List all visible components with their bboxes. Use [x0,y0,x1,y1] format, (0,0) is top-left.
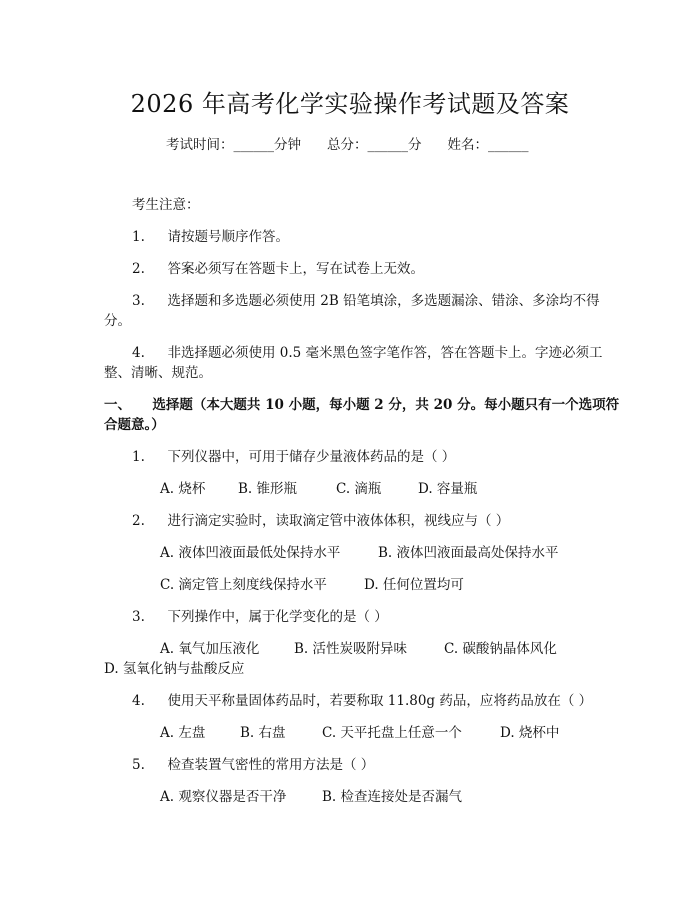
section-heading [104,393,619,413]
question-stem [132,605,388,625]
question-num: 3. [132,609,145,625]
question-stem [132,753,374,773]
section-title-cont: 合题意。） [104,417,165,433]
question-option: D. 烧杯中 [500,725,560,741]
question-stem [132,509,509,529]
question-option: B. 检查连接处是否漏气 [322,789,463,805]
notice-num: 4. [132,345,145,361]
question-option: B. 右盘 [240,725,286,741]
question-option: D. 氢氧化钠与盐酸反应 [104,661,245,677]
question-text: 进行滴定实验时，读取滴定管中液体体积，视线应与（ ） [167,513,510,529]
question-num: 4. [132,693,145,709]
notice-num: 1. [132,229,145,245]
name-blank: ______ [488,137,529,153]
question-option: A. 氧气加压液化 [160,641,260,657]
notice-heading: 考生注意： [132,197,200,213]
page-title: 2026 年高考化学实验操作考试题及答案 [130,90,570,118]
question-option: A. 烧杯 [160,481,206,497]
question-option: B. 活性炭吸附异味 [294,641,408,657]
question-text: 使用天平称量固体药品时，若要称取 11.80g 药品，应将药品放在（ ） [167,693,593,709]
question-text: 下列仪器中，可用于储存少量液体药品的是（ ） [167,449,456,465]
section-num: 一、 [104,397,131,413]
exam-meta [166,133,529,153]
question-stem [132,445,455,465]
question-option: C. 碳酸钠晶体风化 [444,641,557,657]
notice-item [132,289,600,309]
question-text: 下列操作中，属于化学变化的是（ ） [167,609,388,625]
question-option: C. 天平托盘上任意一个 [322,725,462,741]
score-blank: ______ [367,137,408,153]
question-option: A. 液体凹液面最低处保持水平 [160,545,341,561]
notice-text: 选择题和多选题必须使用 2B 铅笔填涂，多选题漏涂、错涂、多涂均不得 [167,293,600,309]
notice-num: 2. [132,261,145,277]
question-option: D. 容量瓶 [418,481,478,497]
notice-text: 请按题号顺序作答。 [167,229,289,245]
time-blank: ______ [233,137,274,153]
question-stem [132,689,592,709]
notice-text-cont: 整、清晰、规范。 [104,365,212,381]
question-text: 检查装置气密性的常用方法是（ ） [167,757,375,773]
notice-item [132,225,289,245]
section-title: 选择题（本大题共 10 小题，每小题 2 分，共 20 分。每小题只有一个选项符 [152,397,620,413]
time-unit: 分钟 [274,137,301,153]
notice-num: 3. [132,293,145,309]
score-unit: 分 [408,137,422,153]
notice-text: 非选择题必须使用 0.5 毫米黑色签字笔作答，答在答题卡上。字迹必须工 [167,345,603,361]
question-num: 2. [132,513,145,529]
time-label: 考试时间： [166,137,234,153]
question-num: 1. [132,449,145,465]
question-option: B. 液体凹液面最高处保持水平 [378,545,559,561]
score-label: 总分： [327,137,368,153]
question-option: C. 滴瓶 [336,481,382,497]
notice-text-cont: 分。 [104,313,131,329]
question-num: 5. [132,757,145,773]
name-label: 姓名： [447,137,488,153]
question-option: A. 观察仪器是否干净 [160,789,287,805]
question-option: D. 任何位置均可 [364,577,464,593]
notice-text: 答案必须写在答题卡上，写在试卷上无效。 [167,261,424,277]
notice-item [132,257,424,277]
question-option: C. 滴定管上刻度线保持水平 [160,577,327,593]
question-option: B. 锥形瓶 [238,481,298,497]
question-option: A. 左盘 [160,725,206,741]
notice-item [132,341,603,361]
